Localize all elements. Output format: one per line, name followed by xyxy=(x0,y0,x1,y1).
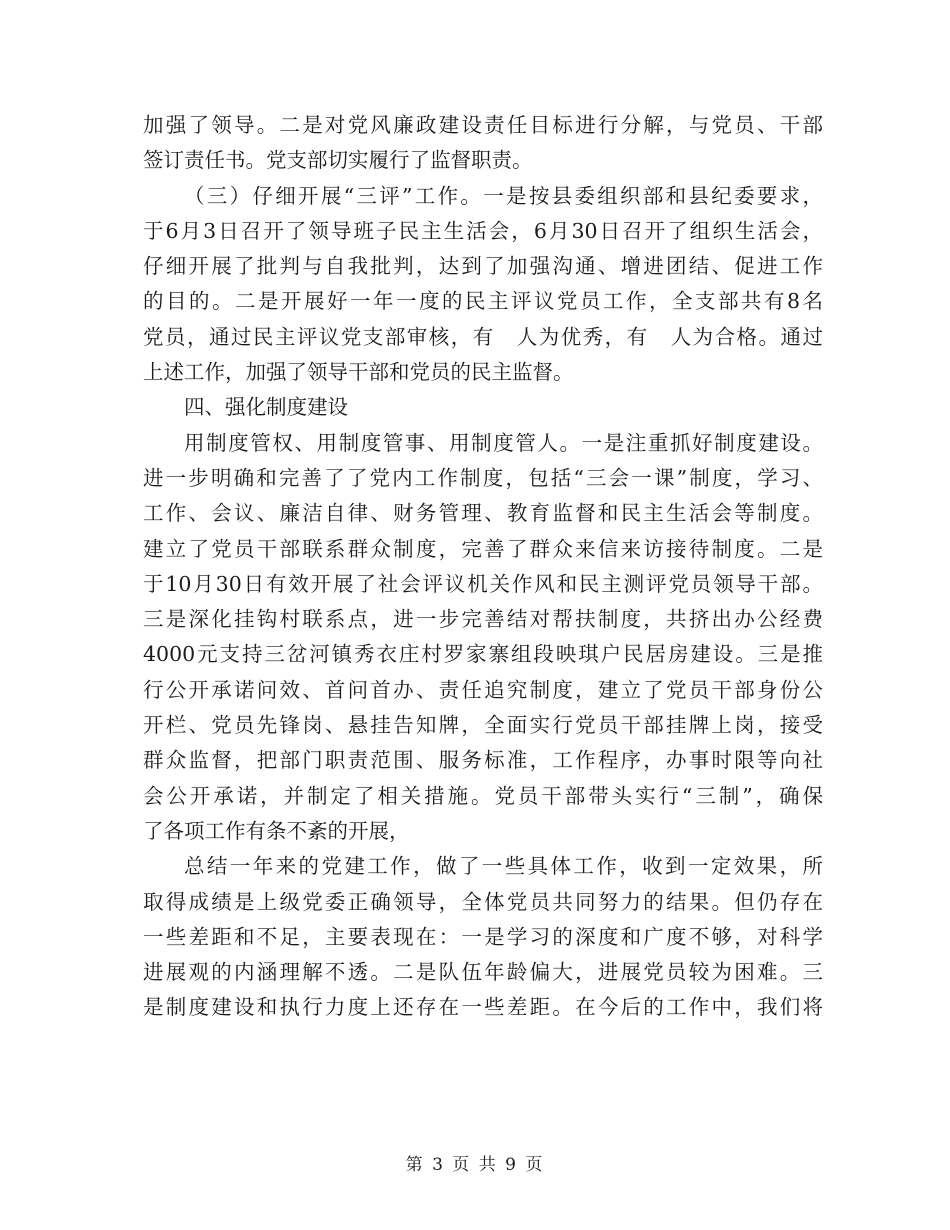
text-line: 党员，通过民主评议党支部审核，有 人为优秀，有 人为合格。通过 xyxy=(143,324,823,349)
text-line: 群众监督，把部门职责范围、服务标准，工作程序，办事时限等向社 xyxy=(143,748,823,773)
text-line: 总结一年来的党建工作，做了一些具体工作，收到一定效果，所 xyxy=(184,854,823,879)
text-line: 上述工作，加强了领导干部和党员的民主监督。 xyxy=(143,360,574,385)
text-line: 行公开承诺问效、首问首办、责任追究制度，建立了党员干部身份公 xyxy=(143,677,823,702)
text-line: 用制度管权、用制度管事、用制度管人。一是注重抓好制度建设。 xyxy=(184,430,823,455)
text-line: 是制度建设和执行力度上还存在一些差距。在今后的工作中，我们将 xyxy=(143,995,823,1020)
text-line: 取得成绩是上级党委正确领导，全体党员共同努力的结果。但仍存在 xyxy=(143,889,823,914)
text-line: 于10月30日有效开展了社会评议机关作风和民主测评党员领导干部。 xyxy=(143,571,823,596)
text-line: 加强了领导。二是对党风廉政建设责任目标进行分解，与党员、干部 xyxy=(143,113,823,137)
text-line: 工作、会议、廉洁自律、财务管理、教育监督和民主生活会等制度。 xyxy=(143,501,823,526)
text-line: 进一步明确和完善了了党内工作制度，包括“三会一课”制度，学习、 xyxy=(143,465,823,490)
text-line: 仔细开展了批判与自我批判，达到了加强沟通、增进团结、促进工作 xyxy=(143,254,823,279)
page-footer: 第 3 页 共 9 页 xyxy=(405,1155,545,1175)
text-line: 进展观的内涵理解不透。二是队伍年龄偏大，进展党员较为困难。三 xyxy=(143,960,823,985)
text-line: 一些差距和不足，主要表现在：一是学习的深度和广度不够，对科学 xyxy=(143,924,823,949)
text-line: 会公开承诺，并制定了相关措施。党员干部带头实行“三制”，确保 xyxy=(143,783,823,808)
body-text xyxy=(143,108,823,1026)
text-line: 签订责任书。党支部切实履行了监督职责。 xyxy=(143,148,533,173)
text-line: （三）仔细开展“三评”工作。一是按县委组织部和县纪委要求， xyxy=(184,183,823,208)
text-line: 4000元支持三岔河镇秀衣庄村罗家寨组段映琪户民居房建设。三是推 xyxy=(143,642,823,667)
text-line: 建立了党员干部联系群众制度，完善了群众来信来访接待制度。二是 xyxy=(143,536,823,561)
text-line: 于6月3日召开了领导班子民主生活会，6月30日召开了组织生活会， xyxy=(143,218,823,243)
text-line: 开栏、党员先锋岗、悬挂告知牌，全面实行党员干部挂牌上岗，接受 xyxy=(143,713,823,738)
text-line: 了各项工作有条不紊的开展， xyxy=(143,818,410,843)
text-line: 三是深化挂钩村联系点，进一步完善结对帮扶制度，共挤出办公经费 xyxy=(143,607,823,632)
section-heading: 四、强化制度建设 xyxy=(184,395,348,420)
text-line: 的目的。二是开展好一年一度的民主评议党员工作，全支部共有8名 xyxy=(143,289,823,314)
